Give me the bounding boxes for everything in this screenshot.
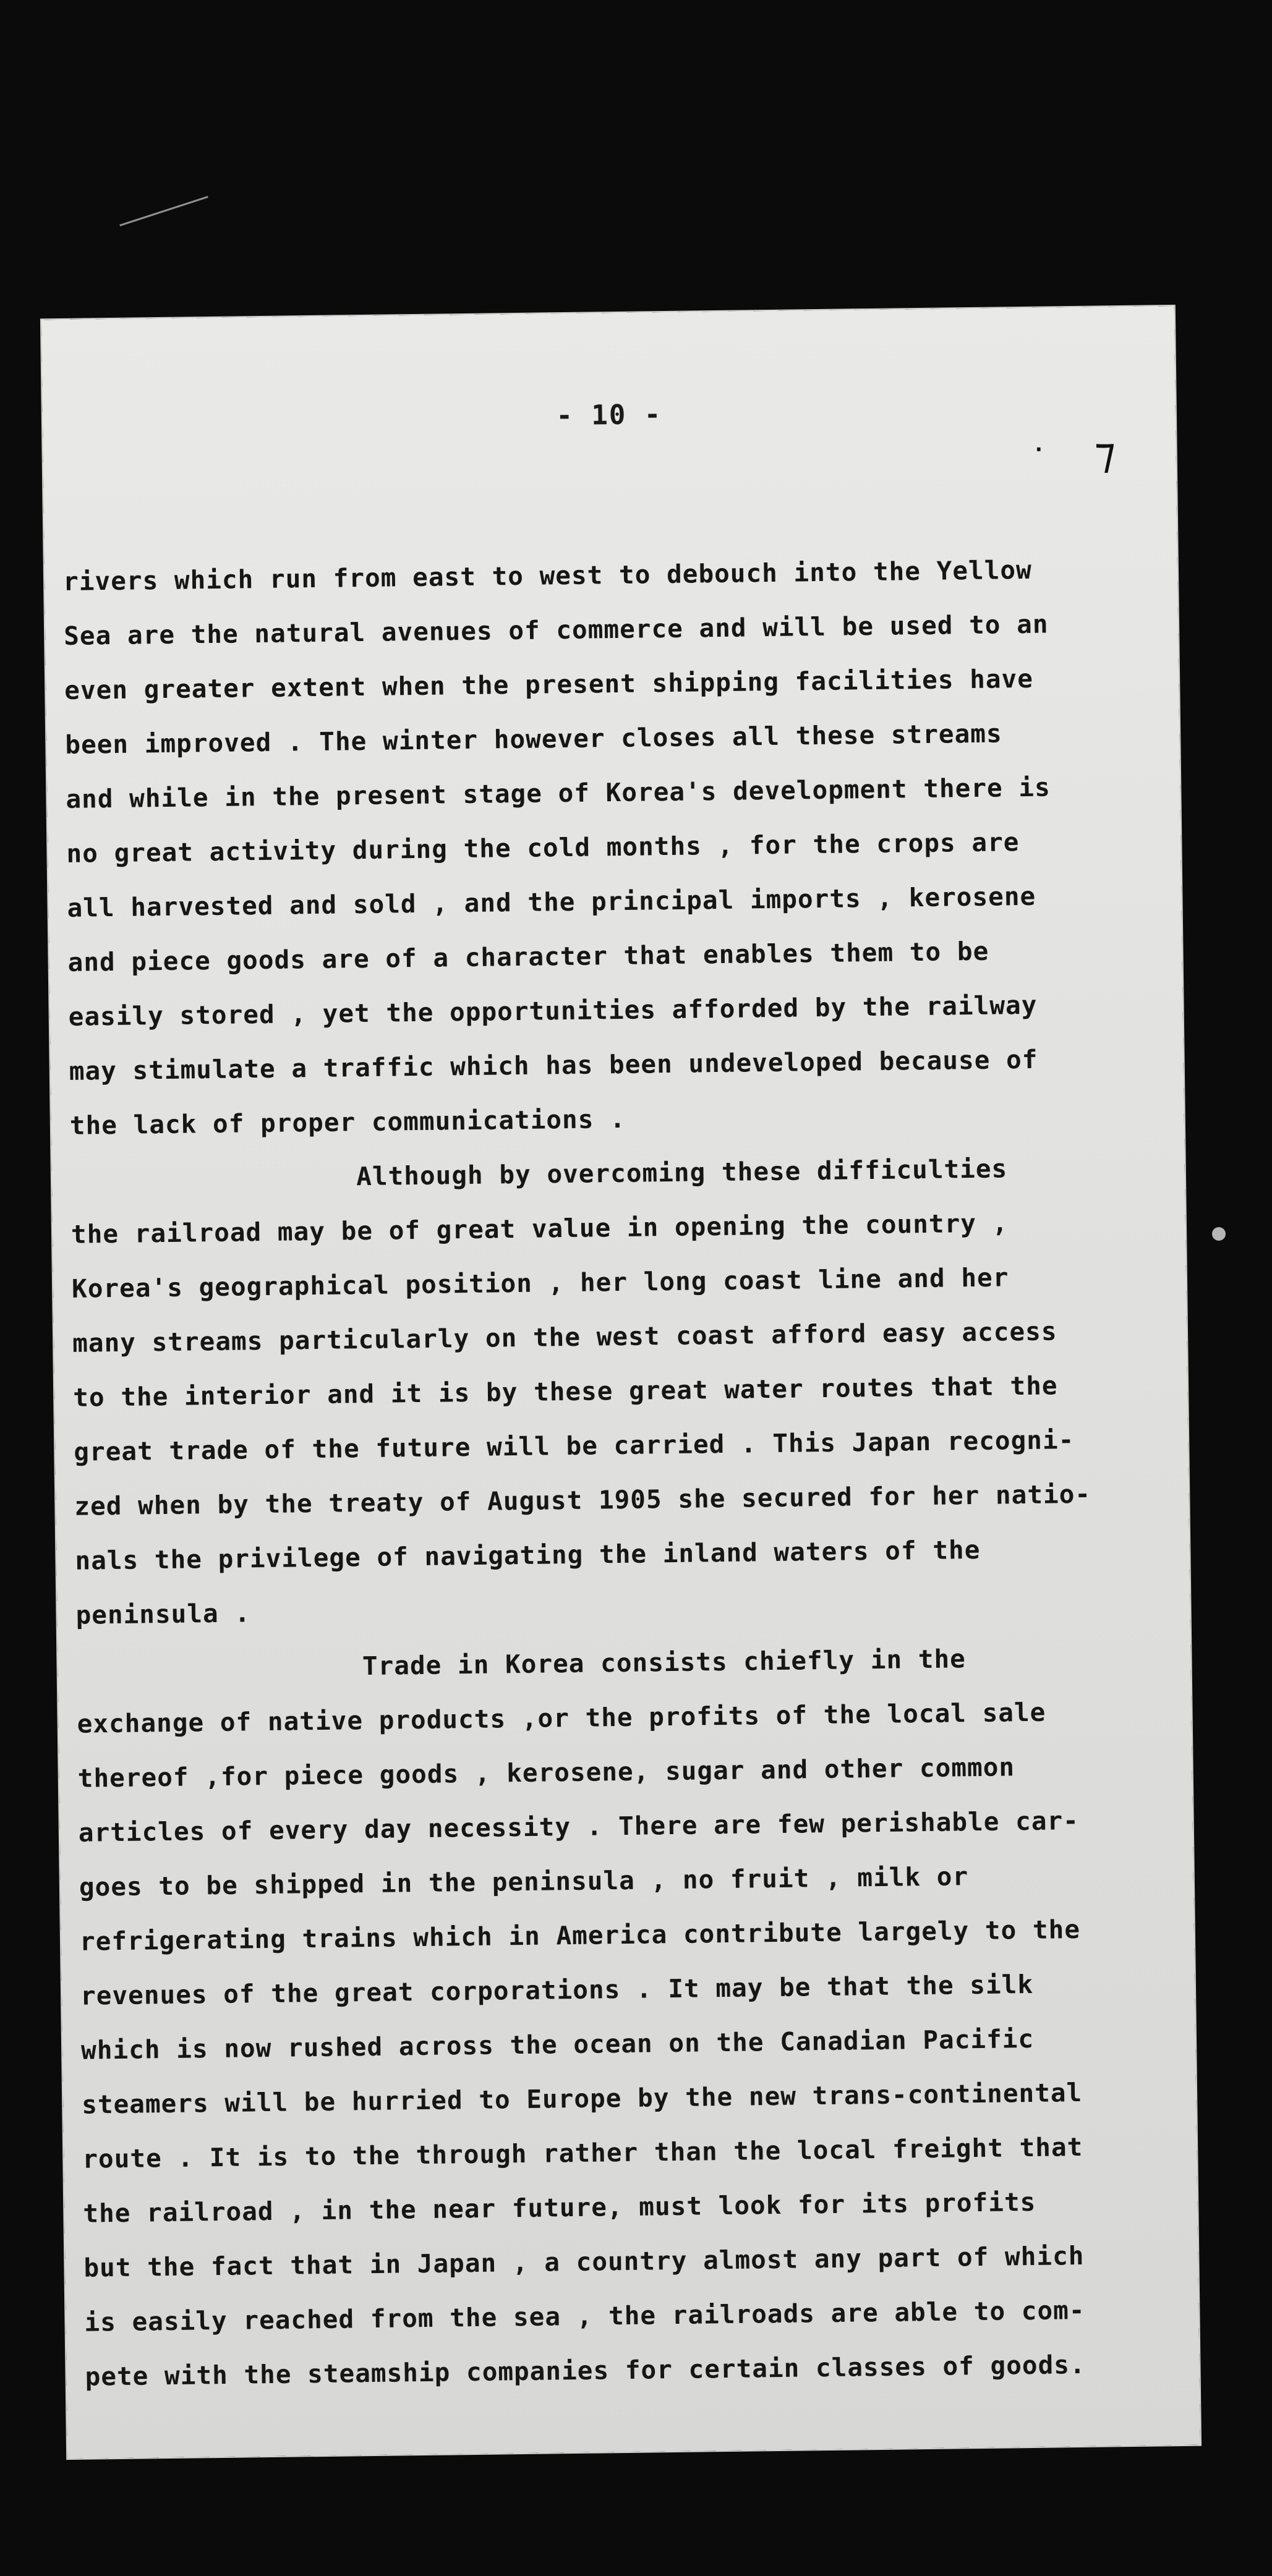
text-line: been improved . The winter however closes all these streams	[65, 718, 1002, 760]
text-line: goes to be shipped in the peninsula , no fruit , milk or	[79, 1861, 969, 1902]
text-line: even greater extent when the present shipping facilities have	[64, 663, 1034, 705]
text-line: route . It is to the through rather than the local freight that	[82, 2132, 1083, 2174]
text-line: all harvested and sold , and the principal imports , kerosene	[67, 881, 1036, 923]
ink-speck: ·	[1032, 437, 1046, 462]
text-line: thereof ,for piece goods , kerosene, sugar and other common	[77, 1752, 1015, 1793]
text-line: refrigerating trains which in America contribute largely to the	[79, 1914, 1081, 1957]
text-line: great trade of the future will be carried . This Japan recogni-	[74, 1425, 1075, 1467]
text-line: zed when by the treaty of August 1905 she secured for her natio-	[74, 1479, 1091, 1521]
body-text	[63, 541, 1186, 2404]
text-line: Although by overcoming these difficulties	[70, 1154, 1008, 1195]
text-line: may stimulate a traffic which has been undeveloped because of	[69, 1044, 1038, 1086]
text-line: steamers will be hurried to Europe by the new trans-continental	[81, 2077, 1083, 2120]
text-line: Sea are the natural avenues of commerce and will be used to an	[63, 609, 1049, 651]
text-line: the railroad , in the near future, must look for its profits	[83, 2187, 1036, 2229]
text-line: is easily reached from the sea , the railroads are able to com-	[84, 2295, 1085, 2337]
page-number: - 10 -	[556, 399, 662, 432]
text-line: to the interior and it is by these great water routes that the	[72, 1371, 1058, 1413]
text-line: pete with the steamship companies for certain classes of goods.	[85, 2349, 1086, 2392]
text-line: the lack of proper communications .	[69, 1103, 626, 1141]
text-line: which is now rushed across the ocean on the Canadian Pacific	[80, 2023, 1035, 2065]
text-line: many streams particularly on the west coast afford easy access	[72, 1316, 1057, 1358]
text-line: Trade in Korea consists chiefly in the	[76, 1644, 967, 1685]
text-line: Korea's geographical position , her long coast line and her	[71, 1262, 1009, 1304]
text-line: peninsula .	[75, 1598, 251, 1630]
text-line: exchange of native products ,or the profits of the local sale	[77, 1697, 1046, 1739]
text-line: articles of every day necessity . There are few perishable car-	[78, 1806, 1080, 1848]
ink-tick: ⁊	[1094, 427, 1116, 478]
film-speck	[1212, 1227, 1226, 1241]
text-line: the railroad may be of great value in opening the country ,	[70, 1208, 1009, 1249]
text-line: and piece goods are of a character that enables them to be	[67, 936, 989, 977]
text-line: no great activity during the cold months , for the crops are	[66, 827, 1020, 869]
text-line: nals the privilege of navigating the inland waters of the	[75, 1534, 981, 1576]
text-line: but the fact that in Japan , a country almost any part of which	[83, 2240, 1085, 2283]
typewritten-page	[41, 306, 1200, 2459]
text-line: revenues of the great corporations . It may be that the silk	[80, 1969, 1034, 2011]
text-line: and while in the present stage of Korea's development there is	[66, 772, 1051, 814]
text-line: easily stored , yet the opportunities afforded by the railway	[68, 990, 1038, 1032]
film-scratch	[119, 196, 208, 226]
text-line: rivers which run from east to west to debouch into the Yellow	[62, 555, 1033, 597]
